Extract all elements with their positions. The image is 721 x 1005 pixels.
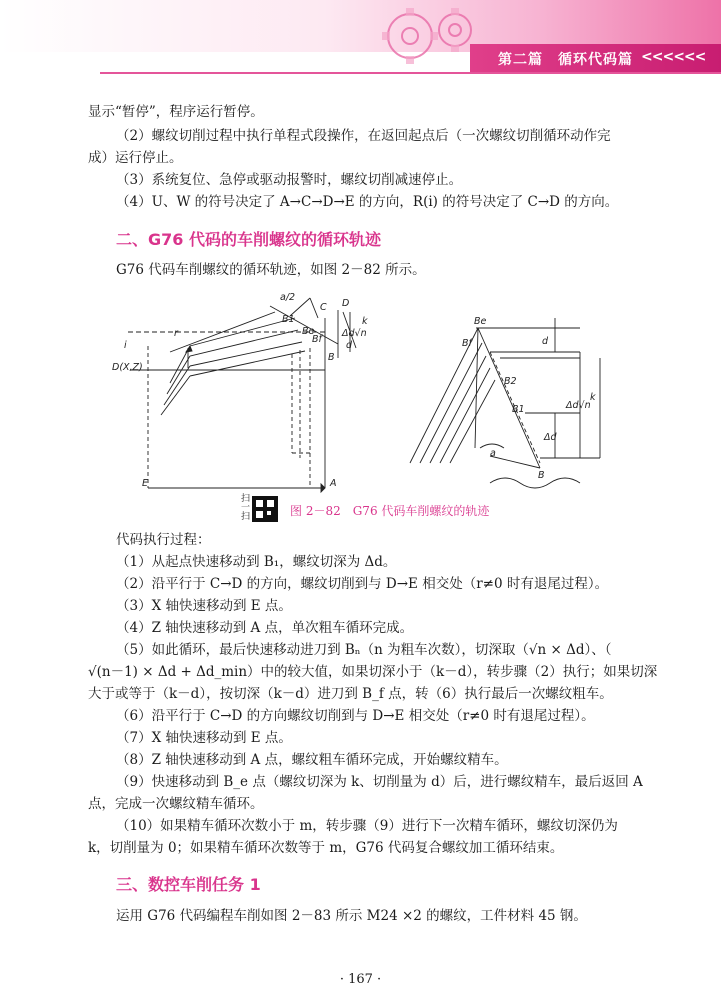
process-title: 代码执行过程：	[116, 532, 211, 548]
process-line: （4）Z 轴快速移动到 A 点，单次粗车循环完成。	[116, 620, 414, 636]
label-right-a: a	[490, 448, 496, 459]
paragraph-line: 成）运行停止。	[88, 150, 183, 166]
paragraph-line: （2）螺纹切削过程中执行单程式段操作，在返回起点后（一次螺纹切削循环动作完	[116, 128, 611, 144]
process-line: （10）如果精车循环次数小于 m，转步骤（9）进行下一次精车循环，螺纹切深仍为	[116, 818, 618, 834]
qr-label: 扫一扫	[241, 494, 251, 522]
label-right-B1: B1	[512, 404, 525, 415]
section-heading: 三、数控车削任务 1	[116, 875, 261, 894]
section-heading: 二、G76 代码的车削螺纹的循环轨迹	[116, 230, 381, 249]
process-line: √(n－1) × Δd + Δd_min）中的较大值，如果切深小于（k－d），转步骤（2）执行；如果切深	[88, 664, 658, 680]
section-intro: G76 代码车削螺纹的循环轨迹，如图 2－82 所示。	[116, 262, 426, 278]
page-header	[0, 0, 721, 78]
process-line: （2）沿平行于 C→D 的方向，螺纹切削到与 D→E 相交处（r≠0 时有退尾过程）。	[116, 576, 609, 592]
label-a-half: a/2	[280, 292, 296, 303]
paragraph-line: （4）U、W 的符号决定了 A→C→D→E 的方向，R(i) 的符号决定了 C→D 的方向。	[116, 194, 619, 210]
label-r: r	[174, 328, 178, 339]
figure-caption: 图 2－82 G76 代码车削螺纹的轨迹	[290, 504, 490, 518]
process-line: （6）沿平行于 C→D 的方向螺纹切削到与 D→E 相交处（r≠0 时有退尾过程）。	[116, 708, 595, 724]
section-intro: 运用 G76 代码编程车削如图 2－83 所示 M24 ×2 的螺纹，工件材料 45 钢。	[116, 908, 587, 924]
label-right-d: d	[542, 336, 549, 347]
process-line: k，切削量为 0；如果精车循环次数等于 m，G76 代码复合螺纹加工循环结束。	[88, 840, 564, 856]
label-start: D(X,Z)	[112, 362, 143, 373]
header-title: 第二篇 循环代码篇	[498, 52, 633, 68]
label-right-k: k	[590, 392, 596, 403]
thread-cycle-figure	[110, 288, 610, 503]
page-number: · 167 ·	[339, 972, 382, 987]
label-d: d	[346, 340, 353, 351]
process-line: （9）快速移动到 B_e 点（螺纹切深为 k、切削量为 d）后，进行螺纹精车，最后返回 A	[116, 774, 643, 790]
label-A: A	[330, 478, 337, 489]
label-D: D	[342, 298, 350, 309]
process-line: （3）X 轴快速移动到 E 点。	[116, 598, 292, 614]
process-line: 大于或等于（k－d），按切深（k－d）进刀到 B_f 点，转（6）执行最后一次螺纹粗车。	[88, 686, 613, 702]
label-Bf: Bf	[312, 334, 322, 345]
label-right-Be: Be	[474, 316, 487, 327]
label-right-delta-d: Δd	[544, 432, 557, 443]
label-delta-d-sqrt: Δd√n	[342, 328, 367, 339]
label-right-B: B	[538, 470, 545, 481]
paragraph-line: 显示“暂停”，程序运行暂停。	[88, 104, 264, 120]
paragraph-line: （3）系统复位、急停或驱动报警时，螺纹切削减速停止。	[116, 172, 463, 188]
label-E: E	[142, 478, 149, 489]
process-line: 点，完成一次螺纹精车循环。	[88, 796, 264, 812]
header-arrows: <<<<<<	[641, 49, 706, 65]
process-line: （7）X 轴快速移动到 E 点。	[116, 730, 292, 746]
process-line: （1）从起点快速移动到 B₁，螺纹切深为 Δd。	[116, 554, 397, 570]
label-right-Bf: Bf	[462, 338, 472, 349]
process-line: （8）Z 轴快速移动到 A 点，螺纹粗车循环完成，开始螺纹精车。	[116, 752, 508, 768]
label-right-B2: B2	[504, 376, 517, 387]
label-C: C	[320, 302, 327, 313]
header-rule	[100, 72, 721, 74]
qr-code-icon[interactable]	[252, 496, 278, 522]
label-right-delta-d-sqrt: Δd√n	[566, 400, 591, 411]
label-k: k	[362, 316, 368, 327]
label-B: B	[328, 352, 335, 363]
label-Be: Be	[302, 326, 315, 337]
label-i: i	[124, 340, 127, 351]
process-line: （5）如此循环，最后快速移动进刀到 Bₙ（n 为粗车次数），切深取（√n × Δd）、（	[116, 642, 612, 658]
label-B1: B1	[282, 314, 295, 325]
